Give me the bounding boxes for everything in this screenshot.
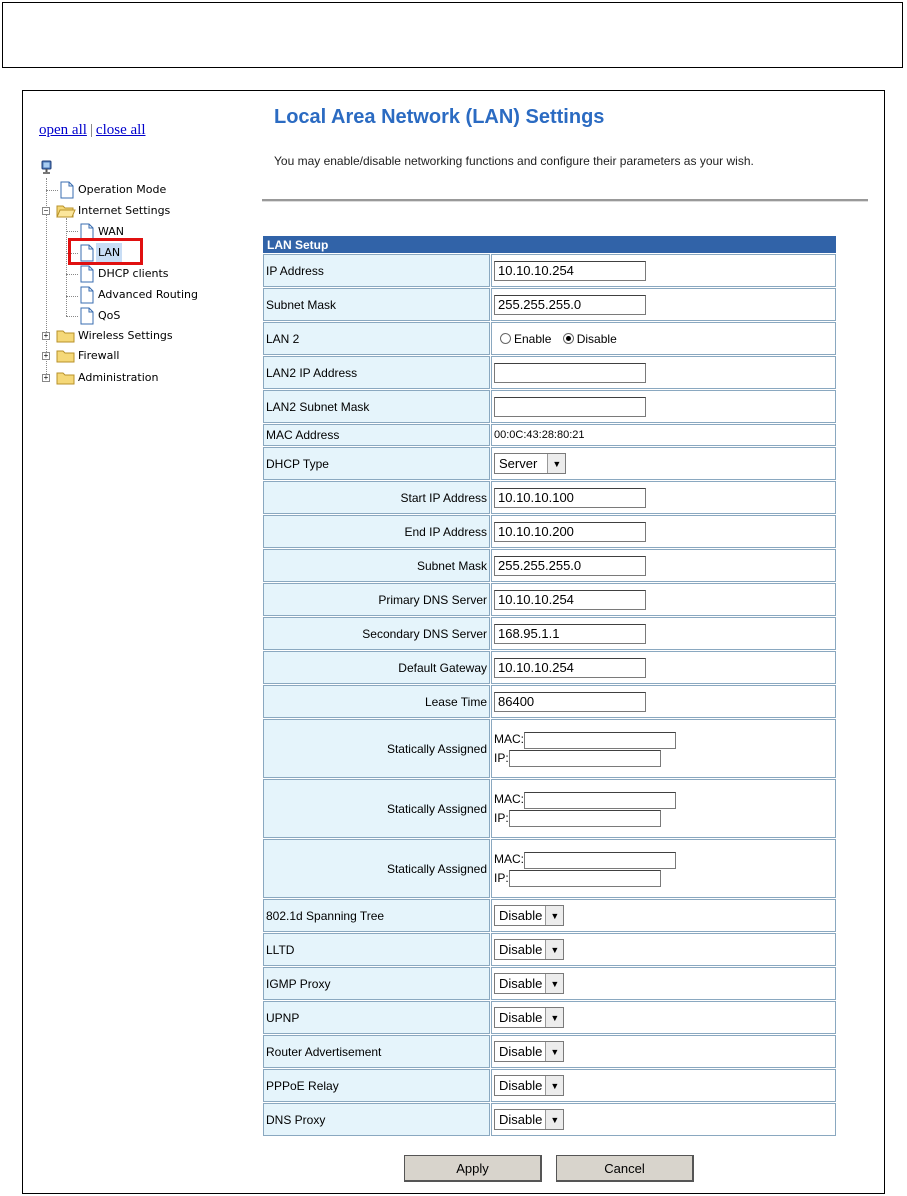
- static-ip-input[interactable]: [509, 750, 661, 767]
- row-dhcp-subnet-mask: [263, 549, 836, 582]
- row-static-1: [263, 719, 836, 778]
- mac-label: MAC:: [494, 852, 524, 867]
- chevron-down-icon: ▼: [547, 454, 565, 473]
- field-label: Secondary DNS Server: [263, 617, 490, 650]
- open-all-link[interactable]: open all: [39, 122, 87, 138]
- folder-icon: [56, 370, 76, 386]
- field-label: PPPoE Relay: [263, 1069, 490, 1102]
- field-label: End IP Address: [263, 515, 490, 548]
- lltd-select[interactable]: Disable ▼: [494, 939, 564, 960]
- secondary-dns-input[interactable]: [494, 624, 646, 644]
- row-end-ip: [263, 515, 836, 548]
- tree-item-lan[interactable]: LAN: [78, 243, 122, 263]
- page-title: Local Area Network (LAN) Settings: [274, 106, 605, 128]
- folder-icon: [56, 348, 76, 364]
- field-label: Statically Assigned: [263, 779, 490, 838]
- cancel-button[interactable]: Cancel: [556, 1155, 694, 1182]
- page-icon: [78, 265, 96, 283]
- row-pppoe-relay: [263, 1069, 836, 1102]
- field-label: Subnet Mask: [263, 288, 490, 321]
- nav-tree: [0, 0, 250, 400]
- field-label: Start IP Address: [263, 481, 490, 514]
- static-mac-input[interactable]: [524, 792, 676, 809]
- ip-label: IP:: [494, 810, 509, 825]
- default-gateway-input[interactable]: [494, 658, 646, 678]
- row-static-3: [263, 839, 836, 898]
- lan2-disable-radio[interactable]: [563, 333, 574, 344]
- radio-label: Enable: [514, 331, 552, 346]
- chevron-down-icon: ▼: [545, 1110, 563, 1129]
- upnp-select[interactable]: Disable ▼: [494, 1007, 564, 1028]
- dns-proxy-select[interactable]: Disable ▼: [494, 1109, 564, 1130]
- expand-toggle-icon[interactable]: +: [43, 373, 49, 382]
- field-label: IGMP Proxy: [263, 967, 490, 1000]
- static-ip-input[interactable]: [509, 870, 661, 887]
- chevron-down-icon: ▼: [545, 1076, 563, 1095]
- tree-item-wireless-settings[interactable]: Wireless Settings: [56, 326, 175, 346]
- tree-line: [66, 218, 67, 316]
- row-dhcp-type: [263, 447, 836, 480]
- row-static-2: [263, 779, 836, 838]
- start-ip-input[interactable]: [494, 488, 646, 508]
- section-header: LAN Setup: [263, 236, 836, 253]
- tree-item-administration[interactable]: Administration: [56, 368, 161, 388]
- expand-toggle-icon[interactable]: +: [43, 331, 49, 340]
- divider: [262, 199, 868, 202]
- row-upnp: [263, 1001, 836, 1034]
- router-advertisement-select[interactable]: Disable ▼: [494, 1041, 564, 1062]
- lease-time-input[interactable]: [494, 692, 646, 712]
- field-label: DHCP Type: [263, 447, 490, 480]
- field-label: Lease Time: [263, 685, 490, 718]
- field-label: MAC Address: [263, 424, 490, 446]
- end-ip-input[interactable]: [494, 522, 646, 542]
- page-icon: [78, 307, 96, 325]
- folder-open-icon: [56, 203, 76, 219]
- tree-item-operation-mode[interactable]: Operation Mode: [58, 180, 168, 200]
- mac-label: MAC:: [494, 792, 524, 807]
- lan2-enable-radio[interactable]: [500, 333, 511, 344]
- field-label: LAN2 Subnet Mask: [263, 390, 490, 423]
- tree-item-advanced-routing[interactable]: Advanced Routing: [78, 285, 200, 305]
- close-all-link[interactable]: close all: [95, 122, 146, 138]
- tree-line: [66, 274, 78, 275]
- row-dns-proxy: [263, 1103, 836, 1136]
- row-lltd: [263, 933, 836, 966]
- tree-line: [66, 316, 78, 317]
- row-ip-address: [263, 254, 836, 287]
- static-mac-input[interactable]: [524, 852, 676, 869]
- field-label: Subnet Mask: [263, 549, 490, 582]
- chevron-down-icon: ▼: [545, 1042, 563, 1061]
- ip-label: IP:: [494, 870, 509, 885]
- lan2-subnet-mask-input[interactable]: [494, 397, 646, 417]
- row-lan2-ip: [263, 356, 836, 389]
- mac-label: MAC:: [494, 732, 524, 747]
- dhcp-subnet-mask-input[interactable]: [494, 556, 646, 576]
- field-label: LLTD: [263, 933, 490, 966]
- mac-address-value: 00:0C:43:28:80:21: [491, 424, 836, 446]
- chevron-down-icon: ▼: [545, 940, 563, 959]
- lan-highlight-box: [68, 238, 143, 265]
- row-spanning-tree: [263, 899, 836, 932]
- row-default-gateway: [263, 651, 836, 684]
- field-label: UPNP: [263, 1001, 490, 1034]
- chevron-down-icon: ▼: [545, 1008, 563, 1027]
- row-mac-address: [263, 424, 836, 446]
- apply-button[interactable]: Apply: [404, 1155, 542, 1182]
- row-lan2-mask: [263, 390, 836, 423]
- link-separator: |: [89, 122, 93, 138]
- spanning-tree-select[interactable]: Disable ▼: [494, 905, 564, 926]
- dhcp-type-select[interactable]: Server ▼: [494, 453, 566, 474]
- lan-setup-table: [262, 235, 837, 1137]
- tree-item-wan[interactable]: WAN: [78, 222, 126, 242]
- row-lan2: [263, 322, 836, 355]
- row-start-ip: [263, 481, 836, 514]
- row-primary-dns: [263, 583, 836, 616]
- field-label: Statically Assigned: [263, 839, 490, 898]
- igmp-proxy-select[interactable]: Disable ▼: [494, 973, 564, 994]
- field-label: 802.1d Spanning Tree: [263, 899, 490, 932]
- row-igmp-proxy: [263, 967, 836, 1000]
- folder-icon: [56, 328, 76, 344]
- row-lease-time: [263, 685, 836, 718]
- tree-line: [66, 296, 78, 297]
- pppoe-relay-select[interactable]: Disable ▼: [494, 1075, 564, 1096]
- ip-address-input[interactable]: [494, 261, 646, 281]
- expand-toggle-icon[interactable]: +: [43, 351, 49, 360]
- tree-line: [66, 231, 78, 232]
- row-secondary-dns: [263, 617, 836, 650]
- field-label: Default Gateway: [263, 651, 490, 684]
- field-label: Statically Assigned: [263, 719, 490, 778]
- tree-item-firewall[interactable]: Firewall: [56, 346, 121, 366]
- field-label: DNS Proxy: [263, 1103, 490, 1136]
- field-label: Primary DNS Server: [263, 583, 490, 616]
- ip-label: IP:: [494, 750, 509, 765]
- field-label: LAN 2: [263, 322, 490, 355]
- chevron-down-icon: ▼: [545, 974, 563, 993]
- chevron-down-icon: ▼: [545, 906, 563, 925]
- tree-item-dhcp-clients[interactable]: DHCP clients: [78, 264, 171, 284]
- field-label: Router Advertisement: [263, 1035, 490, 1068]
- tree-line: [46, 190, 58, 191]
- lan2-ip-input[interactable]: [494, 363, 646, 383]
- page-icon: [78, 286, 96, 304]
- row-subnet-mask: [263, 288, 836, 321]
- row-router-advertisement: [263, 1035, 836, 1068]
- field-label: LAN2 IP Address: [263, 356, 490, 389]
- radio-label: Disable: [576, 331, 617, 346]
- field-label: IP Address: [263, 254, 490, 287]
- static-mac-input[interactable]: [524, 732, 676, 749]
- tree-item-qos[interactable]: QoS: [78, 306, 122, 326]
- page-description: You may enable/disable networking functions and configure their parameters as your wish.: [274, 154, 754, 168]
- page-icon: [58, 181, 76, 199]
- tree-item-internet-settings[interactable]: Internet Settings: [56, 201, 172, 221]
- subnet-mask-input[interactable]: [494, 295, 646, 315]
- primary-dns-input[interactable]: [494, 590, 646, 610]
- collapse-toggle-icon[interactable]: −: [43, 206, 49, 215]
- computer-root-icon: [40, 160, 54, 178]
- static-ip-input[interactable]: [509, 810, 661, 827]
